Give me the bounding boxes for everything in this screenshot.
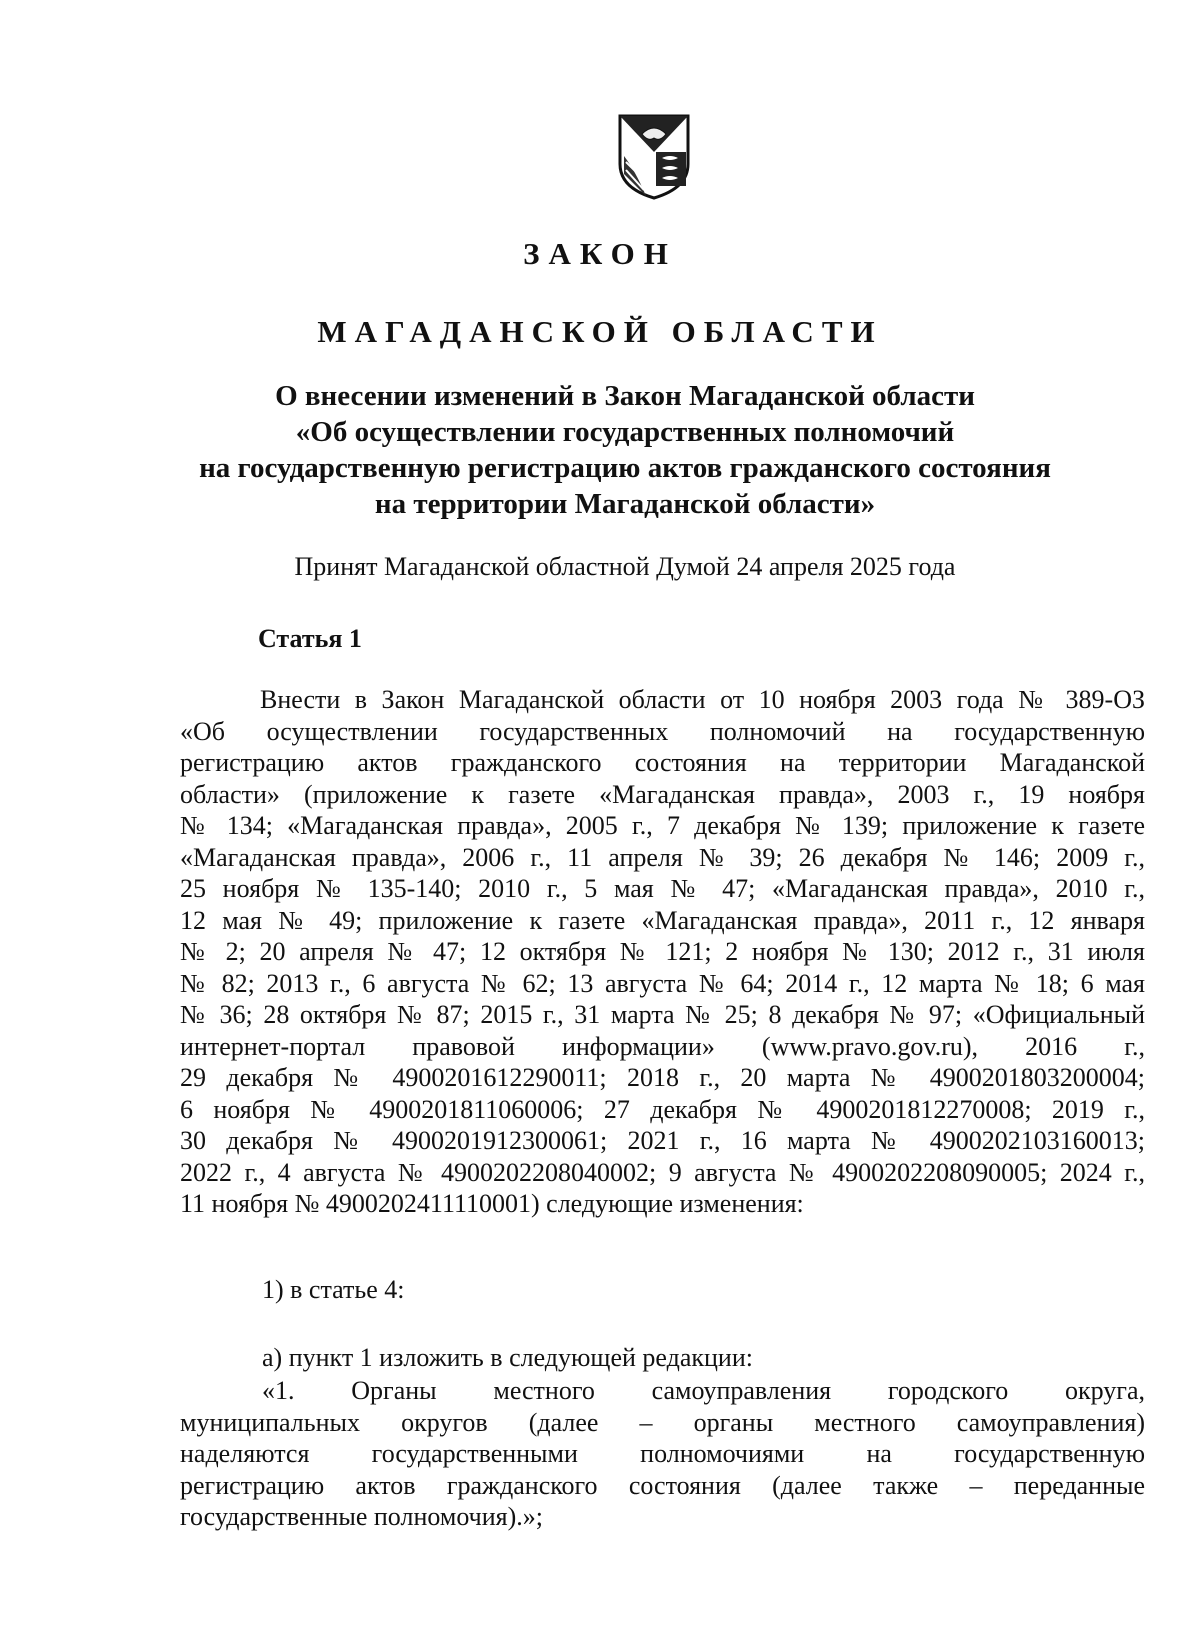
body-line: 29 декабря № 4900201612290011; 2018 г., 20 марта № 4900201803200004; [180, 1063, 1145, 1092]
body-line: Внести в Закон Магаданской области от 10 ноября 2003 года № 389-ОЗ [260, 685, 1145, 714]
coat-of-arms-emblem [616, 112, 692, 200]
body-line: № 82; 2013 г., 6 августа № 62; 13 августа № 64; 2014 г., 12 марта № 18; 6 мая [180, 968, 1145, 998]
body-line: № 134; «Магаданская правда», 2005 г., 7 декабря № 139; приложение к газете [180, 811, 1145, 840]
body-line: 25 ноября № 135-140; 2010 г., 5 мая № 47; «Магаданская правда», 2010 г., [180, 874, 1145, 903]
body-line: интернет-портал правовой информации» (www.pravo.gov.ru), 2016 г., [180, 1031, 1145, 1061]
sub-item-a: а) пункт 1 изложить в следующей редакции: [262, 1343, 753, 1372]
list-item-1: 1) в статье 4: [262, 1275, 405, 1304]
body-line: 30 декабря № 4900201912300061; 2021 г., 16 марта № 4900202103160013; [180, 1126, 1145, 1155]
article-body [180, 684, 1145, 1220]
body-line: № 2; 20 апреля № 47; 12 октября № 121; 2 ноября № 130; 2012 г., 31 июля [180, 937, 1145, 966]
document-type-heading: ЗАКОН [523, 236, 677, 271]
quote-line: государственные полномочия).»; [180, 1502, 543, 1531]
law-title-line: «Об осуществлении государственных полномочий [295, 416, 955, 448]
body-line: 6 ноября № 4900201811060006; 27 декабря № 4900201812270008; 2019 г., [180, 1094, 1145, 1124]
adoption-note: Принят Магаданской областной Думой 24 апреля 2025 года [294, 552, 956, 581]
law-title-line: на территории Магаданской области» [374, 488, 876, 520]
body-line: № 36; 28 октября № 87; 2015 г., 31 марта № 25; 8 декабря № 97; «Официальный [180, 1000, 1145, 1029]
law-title [150, 378, 1100, 522]
quote-line: регистрацию актов гражданского состояния (далее также – переданные [180, 1470, 1145, 1500]
body-line: 12 мая № 49; приложение к газете «Магаданская правда», 2011 г., 12 января [180, 905, 1145, 935]
law-title-line: О внесении изменений в Закон Магаданской области [275, 380, 975, 412]
body-line: 2022 г., 4 августа № 4900202208040002; 9 августа № 4900202208090005; 2024 г., [180, 1157, 1145, 1187]
quote-line: «1. Органы местного самоуправления городского округа, [262, 1376, 1145, 1405]
region-heading: МАГАДАНСКОЙ ОБЛАСТИ [317, 314, 883, 349]
body-line: «Об осуществлении государственных полномочий на государственную [180, 716, 1145, 746]
body-line: 11 ноября № 4900202411110001) следующие изменения: [180, 1189, 804, 1218]
shield-icon [616, 112, 692, 200]
quote-line: муниципальных округов (далее – органы местного самоуправления) [180, 1407, 1145, 1437]
article-heading: Статья 1 [258, 624, 362, 653]
body-line: регистрацию актов гражданского состояния на территории Магаданской [180, 748, 1145, 777]
quote-line: наделяются государственными полномочиями на государственную [180, 1439, 1145, 1468]
body-line: области» (приложение к газете «Магаданская правда», 2003 г., 19 ноября [180, 779, 1145, 809]
quoted-paragraph [180, 1375, 1145, 1533]
law-title-line: на государственную регистрацию актов гражданского состояния [199, 452, 1051, 484]
body-line: «Магаданская правда», 2006 г., 11 апреля № 39; 26 декабря № 146; 2009 г., [180, 842, 1145, 872]
